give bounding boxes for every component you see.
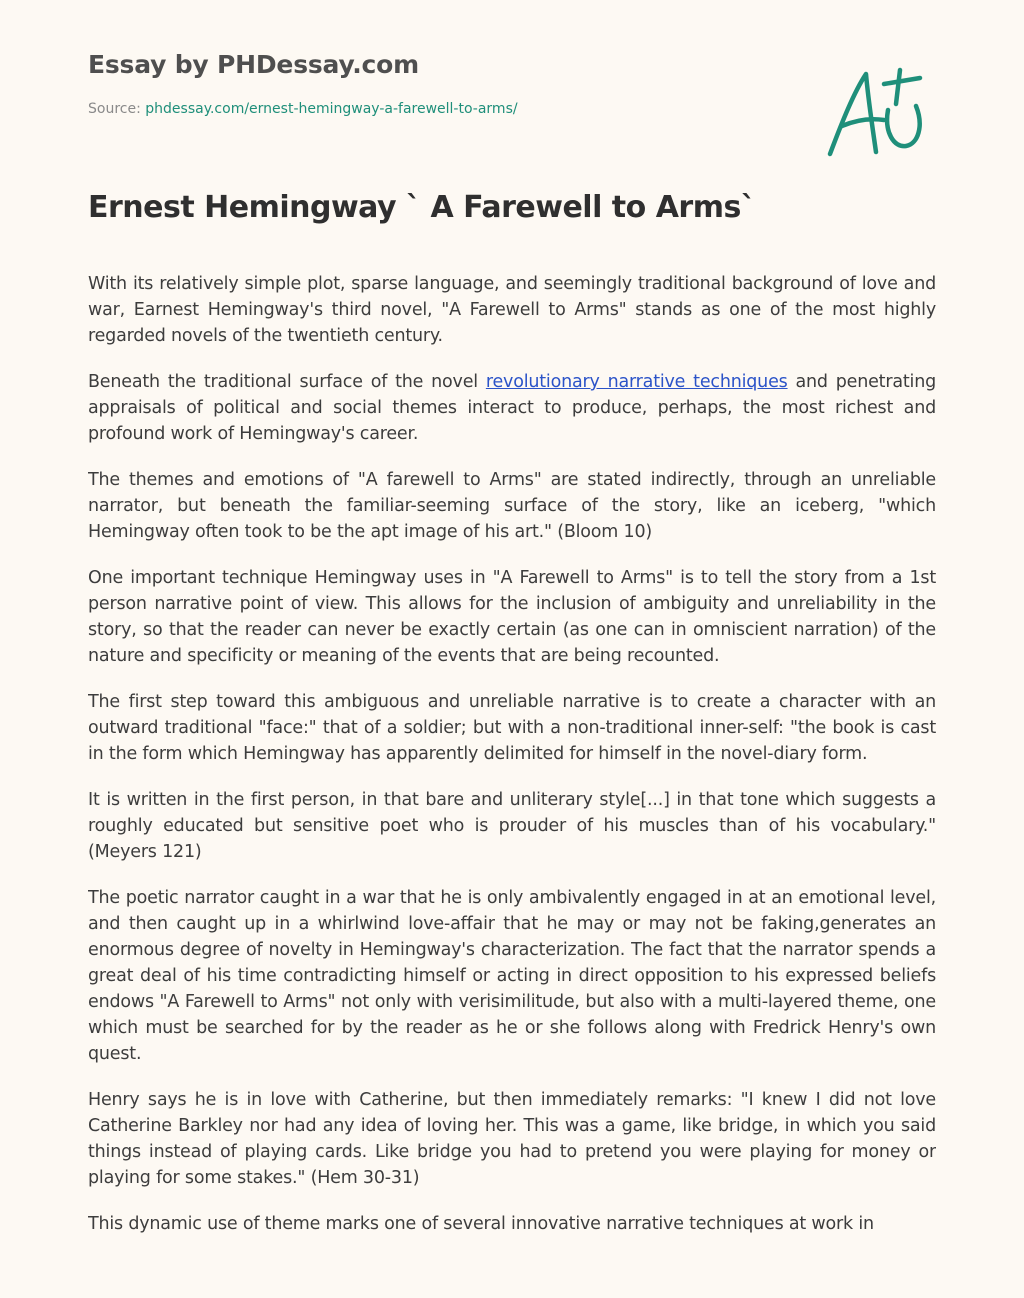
paragraph: The first step toward this ambiguous and unreliable narrative is to create a character with an outward traditional "face:" that of a soldier; but with a non-traditional inner-self: "the book is cast in the form which Hemingway has apparently delimited for himself in the novel-diary form. — [88, 692, 936, 764]
source-line — [88, 101, 518, 117]
essay-page — [88, 0, 936, 1298]
paragraph: The poetic narrator caught in a war that he is only ambivalently engaged in at an emotional level, and then caught up in a whirlwind love-affair that he may or may not be faking,generates an enormous degree of novelty in Hemingway's characterization. The fact that the narrator spends a great deal of his time contradicting himself or acting in direct opposition to his expressed beliefs endows "A Farewell to Arms" not only with verisimilitude, but also with a multi-layered theme, one which must be searched for by the reader as he or she follows along with Fredrick Henry's own quest. — [88, 888, 936, 1064]
paragraph: With its relatively simple plot, sparse language, and seemingly traditional background of love and war, Earnest Hemingway's third novel, "A Farewell to Arms" stands as one of the most highly regarded novels of the twentieth century. — [88, 274, 936, 346]
a-plus-grade-icon — [820, 62, 932, 162]
source-link[interactable]: phdessay.com/ernest-hemingway-a-farewell-to-arms/ — [145, 101, 518, 117]
paragraph-text: Beneath the traditional surface of the novel — [88, 372, 486, 392]
paragraph: It is written in the first person, in that bare and unliterary style[...] in that tone which suggests a roughly educated but sensitive poet who is prouder of his muscles than of his vocabulary." (Meyers 121) — [88, 790, 936, 862]
paragraph — [88, 369, 936, 447]
essay-body — [88, 271, 936, 1257]
revolutionary-narrative-techniques-link[interactable]: revolutionary narrative techniques — [485, 372, 788, 392]
source-label: Source: — [88, 101, 141, 117]
paragraph: The themes and emotions of "A farewell to Arms" are stated indirectly, through an unreliable narrator, but beneath the familiar-seeming surface of the story, like an iceberg, "which Hemingway often took to be the apt image of his art." (Bloom 10) — [88, 470, 936, 542]
site-brand[interactable]: Essay by PHDessay.com — [88, 50, 419, 79]
paragraph: One important technique Hemingway uses in "A Farewell to Arms" is to tell the story from a 1st person narrative point of view. This allows for the inclusion of ambiguity and unreliability in the story, so that the reader can never be exactly certain (as one can in omniscient narration) of the nature and specificity or meaning of the events that are being recounted. — [88, 568, 936, 666]
paragraph: This dynamic use of theme marks one of several innovative narrative techniques at work in — [88, 1214, 874, 1234]
paragraph: Henry says he is in love with Catherine, but then immediately remarks: "I knew I did not love Catherine Barkley nor had any idea of loving her. This was a game, like bridge, in which you said things instead of playing cards. Like bridge you had to pretend you were playing for money or playing for some stakes." (Hem 30-31) — [88, 1090, 936, 1188]
paragraph-text: and penetrating appraisals of political and social themes interact to produce, perhaps, the most richest and profound work of Hemingway's career. — [88, 372, 936, 444]
page-title: Ernest Hemingway ` A Farewell to Arms` — [88, 190, 756, 225]
